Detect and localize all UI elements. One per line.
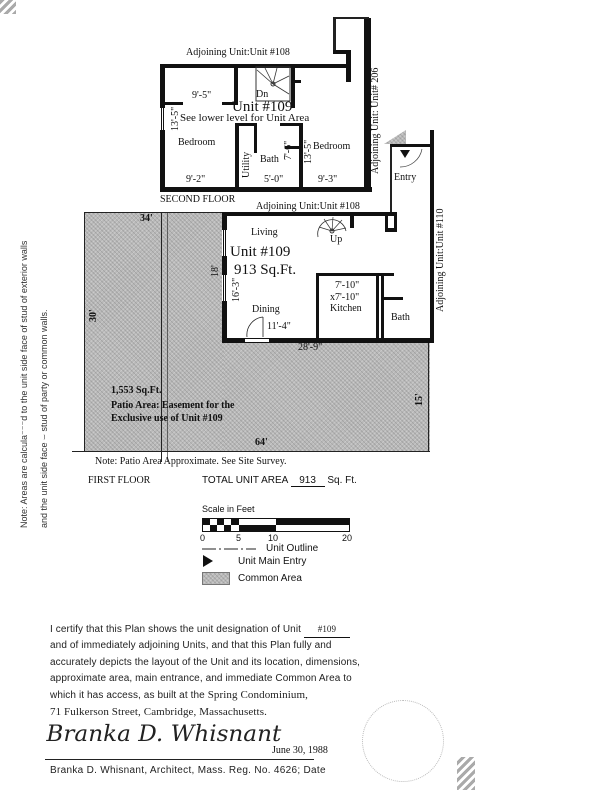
see-lower-level-note: See lower level for Unit Area [180, 112, 310, 124]
signature: Branka D. Whisnant [46, 722, 282, 747]
bath-dim-bottom: 5'-0" [264, 174, 284, 185]
stairs-up-label: Up [330, 234, 343, 245]
scale-tick-20: 20 [342, 533, 353, 543]
patio-area: 1,553 Sq.Ft. [111, 385, 162, 396]
stairs-down-label: Dn [256, 89, 269, 100]
door-swing-icon [245, 315, 265, 339]
patio-dim-bottom: 64' [255, 437, 268, 448]
bedroom-1-dim-bottom: 9'-2" [186, 174, 206, 185]
architect-seal [362, 700, 444, 782]
cert-project: Spring Condominium, [207, 689, 308, 702]
dim-bottom: 28'-9" [298, 342, 323, 353]
cert-line-5: which it has access, as built at the [50, 690, 205, 702]
first-floor-unit-label: Unit #109 [230, 244, 291, 260]
dim-left-inner: 16'-3" [231, 277, 242, 302]
kitchen-dim-1: 7'-10" [335, 280, 360, 291]
cert-line-1: I certify that this Plan shows the unit designation of Unit [50, 624, 302, 635]
side-note [14, 241, 54, 528]
bedroom-1-label: Bedroom [178, 137, 216, 148]
scale-tick-5: 5 [236, 533, 242, 543]
bedroom-2-dim-side: 13'-5" [303, 139, 314, 164]
first-floor-adjoining-top: Adjoining Unit:Unit #108 [256, 201, 360, 212]
second-floor-title: SECOND FLOOR [160, 194, 236, 205]
dash-dot-line-icon [202, 547, 256, 551]
first-floor-adjoining-right: Adjoining Unit:Unit #110 [435, 208, 446, 312]
unit-main-entry-icon [396, 147, 426, 169]
legend-unit-outline: Unit Outline [266, 543, 319, 554]
cert-line-2: and of immediately adjoining Units, and that this Plan fully and [50, 640, 332, 652]
side-note-line-1: Note: Areas are calcula⁻⁻⁻d to the unit side face of stud of exterior walls [19, 240, 29, 528]
dim-dining-width: 11'-4" [267, 321, 291, 332]
certification-block [50, 621, 360, 721]
bedroom-2-label: Bedroom [313, 141, 351, 152]
second-floor-unit-label: Unit #109 [232, 99, 293, 115]
signature-caption: Branka D. Whisnant, Architect, Mass. Reg. No. 4626; Date [50, 765, 326, 776]
signature-date: June 30, 1988 [272, 745, 328, 756]
scale-tick-10: 10 [268, 533, 279, 543]
corner-registration-mark-top-left [0, 0, 16, 14]
bath-label: Bath [260, 154, 279, 165]
second-floor-adjoining-top: Adjoining Unit:Unit #108 [186, 47, 290, 58]
utility-label: Utility [241, 151, 252, 178]
cert-unit-value: #109 [304, 621, 350, 638]
kitchen-dim-2: x7'-10" [330, 292, 360, 303]
entry-label: Entry [394, 172, 417, 183]
dim-left-outer: 18' [210, 265, 221, 277]
bedroom-1-dim-top: 9'-5" [192, 90, 212, 101]
legend-common-area: Common Area [238, 573, 302, 584]
bath-dim-side: 7'-6" [283, 140, 294, 160]
patio-desc-1: Patio Area: Easement for the [111, 400, 235, 411]
patio-note: Note: Patio Area Approximate. See Site Survey. [95, 456, 287, 467]
first-floor-bath-label: Bath [391, 312, 410, 323]
scale-title: Scale in Feet [202, 504, 255, 514]
bedroom-2-dim-bottom: 9'-3" [318, 174, 338, 185]
total-area-unit: Sq. Ft. [327, 475, 357, 486]
patio-desc-2: Exclusive use of Unit #109 [111, 413, 223, 424]
scale-bar [202, 518, 350, 532]
first-floor-title: FIRST FLOOR [88, 475, 151, 486]
patio-dim-top: 34' [140, 213, 153, 224]
bedroom-1-dim-side: 13'-5" [170, 106, 181, 131]
dining-label: Dining [252, 304, 280, 315]
legend-unit-main-entry: Unit Main Entry [238, 556, 307, 567]
hatched-swatch-icon [202, 572, 230, 585]
kitchen-label: Kitchen [330, 303, 362, 314]
cert-line-3: accurately depicts the layout of the Unit and its location, dimensions, [50, 656, 361, 668]
cert-address: 71 Fulkerson Street, Cambridge, Massachusetts. [50, 706, 267, 719]
total-unit-area [202, 475, 357, 487]
total-area-label: TOTAL UNIT AREA [202, 475, 288, 486]
first-floor-unit-area: 913 Sq.Ft. [234, 262, 297, 278]
living-label: Living [251, 227, 278, 238]
total-area-value: 913 [291, 475, 325, 487]
corner-registration-mark-bottom [457, 757, 475, 790]
patio-dim-right: 15' [414, 393, 425, 406]
cert-line-4: approximate area, main entrance, and immediate Common Area to [50, 672, 352, 684]
scale-tick-0: 0 [200, 533, 206, 543]
patio-dim-left: 30' [88, 309, 99, 322]
side-note-line-2: and the unit side face ⌣ stud of party or common walls. [39, 309, 49, 528]
triangle-right-icon [203, 555, 213, 567]
second-floor-adjoining-right: Adjoining Unit: Unit# 206 [370, 67, 381, 174]
